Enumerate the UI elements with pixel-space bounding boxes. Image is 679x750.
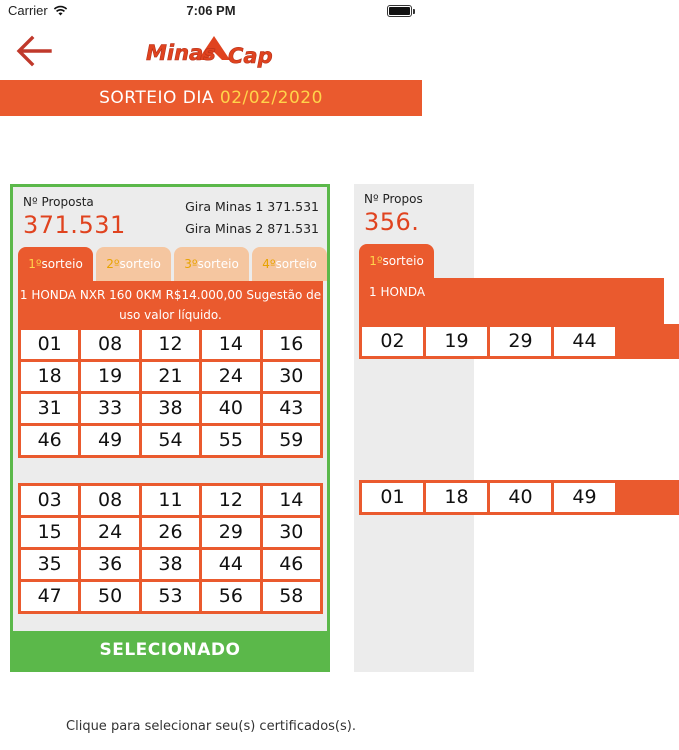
gira-minas-1-label: Gira Minas 1 <box>185 199 264 214</box>
back-button[interactable] <box>14 34 54 68</box>
tab-sorteio-1[interactable] <box>359 244 434 278</box>
clock: 7:06 PM <box>186 3 236 18</box>
svg-text:Cap: Cap <box>228 44 273 68</box>
tab-number: 3º <box>184 257 198 271</box>
number-cell: 55 <box>202 426 259 455</box>
number-cell: 54 <box>142 426 199 455</box>
number-cell: 59 <box>263 426 320 455</box>
number-cell: 47 <box>21 582 78 611</box>
draw-date: 02/02/2020 <box>219 88 323 108</box>
number-cell: 21 <box>142 362 199 391</box>
number-cell: 02 <box>362 327 423 356</box>
tab-number: 1º <box>28 257 42 271</box>
tab-label: sorteio <box>41 257 83 271</box>
number-grid-1 <box>18 327 323 458</box>
number-cell: 31 <box>21 394 78 423</box>
prize-description: 1 HONDA <box>359 278 664 324</box>
number-cell: 33 <box>81 394 138 423</box>
number-cell: 46 <box>263 550 320 579</box>
gira-minas-2 <box>185 221 319 236</box>
number-cell: 44 <box>202 550 259 579</box>
draw-tabs <box>18 247 327 281</box>
back-arrow-icon <box>14 34 54 68</box>
carrier-text: Carrier <box>8 3 48 18</box>
certificate-card-next[interactable] <box>354 184 597 672</box>
minascap-logo <box>144 30 278 70</box>
number-cell: 01 <box>362 483 423 512</box>
number-cell: 29 <box>202 518 259 547</box>
number-cell: 15 <box>21 518 78 547</box>
number-cell: 11 <box>142 486 199 515</box>
number-cell: 56 <box>202 582 259 611</box>
gira-minas-2-label: Gira Minas 2 <box>185 221 264 236</box>
number-cell: 46 <box>21 426 78 455</box>
number-cell: 01 <box>21 330 78 359</box>
number-cell: 14 <box>202 330 259 359</box>
tab-label: sorteio <box>382 254 424 268</box>
number-cell: 26 <box>142 518 199 547</box>
certificate-carousel[interactable] <box>0 116 597 712</box>
number-cell: 19 <box>426 327 487 356</box>
proposal-number: 356. <box>364 208 420 236</box>
proposal-label: Nº Proposta <box>23 195 94 209</box>
number-cell: 08 <box>81 486 138 515</box>
draw-tabs <box>359 244 434 278</box>
tab-sorteio-3[interactable] <box>174 247 249 281</box>
gira-minas-1 <box>185 199 319 214</box>
number-cell: 19 <box>81 362 138 391</box>
number-cell: 38 <box>142 394 199 423</box>
tab-sorteio-2[interactable] <box>96 247 171 281</box>
tab-sorteio-1[interactable] <box>18 247 93 281</box>
number-cell: 49 <box>81 426 138 455</box>
draw-date-banner <box>0 80 422 116</box>
certificate-card-selected[interactable] <box>10 184 330 672</box>
certificate-card-body <box>354 184 597 672</box>
tab-sorteio-4[interactable] <box>252 247 327 281</box>
status-bar <box>0 0 422 22</box>
number-cell: 24 <box>202 362 259 391</box>
number-cell: 14 <box>263 486 320 515</box>
gira-minas-1-value: 371.531 <box>267 199 319 214</box>
number-cell: 18 <box>21 362 78 391</box>
proposal-label: Nº Propos <box>364 192 423 206</box>
tab-label: sorteio <box>275 257 317 271</box>
number-cell: 24 <box>81 518 138 547</box>
number-grid-2 <box>18 483 323 614</box>
number-cell: 43 <box>263 394 320 423</box>
number-cell: 36 <box>81 550 138 579</box>
number-grid-2 <box>359 480 679 515</box>
svg-text:Minas: Minas <box>146 41 216 65</box>
number-cell: 16 <box>263 330 320 359</box>
number-cell: 58 <box>263 582 320 611</box>
tab-number: 2º <box>106 257 120 271</box>
certificate-card-body <box>13 187 327 631</box>
gira-minas-2-value: 871.531 <box>267 221 319 236</box>
tab-label: sorteio <box>119 257 161 271</box>
draw-date-prefix: SORTEIO DIA <box>99 88 214 108</box>
number-grid-1 <box>359 324 679 359</box>
number-cell: 49 <box>554 483 615 512</box>
number-cell: 12 <box>202 486 259 515</box>
number-cell: 12 <box>142 330 199 359</box>
number-cell: 30 <box>263 362 320 391</box>
selected-button[interactable]: SELECIONADO <box>99 640 241 660</box>
number-cell: 40 <box>202 394 259 423</box>
proposal-number: 371.531 <box>23 211 126 239</box>
nav-bar <box>0 22 422 80</box>
number-cell: 03 <box>21 486 78 515</box>
footer-hint: Clique para selecionar seu(s) certificados(s). <box>0 712 422 750</box>
number-cell: 40 <box>490 483 551 512</box>
number-cell: 29 <box>490 327 551 356</box>
number-cell: 30 <box>263 518 320 547</box>
prize-description: 1 HONDA NXR 160 0KM R$14.000,00 Sugestão de uso valor líquido. <box>18 281 323 327</box>
tab-number: 4º <box>262 257 276 271</box>
battery-icon <box>387 5 412 17</box>
tab-label: sorteio <box>197 257 239 271</box>
number-cell: 38 <box>142 550 199 579</box>
number-cell: 53 <box>142 582 199 611</box>
number-cell: 35 <box>21 550 78 579</box>
number-cell: 18 <box>426 483 487 512</box>
tab-number: 1º <box>369 254 383 268</box>
number-cell: 44 <box>554 327 615 356</box>
number-cell: 08 <box>81 330 138 359</box>
number-cell: 50 <box>81 582 138 611</box>
